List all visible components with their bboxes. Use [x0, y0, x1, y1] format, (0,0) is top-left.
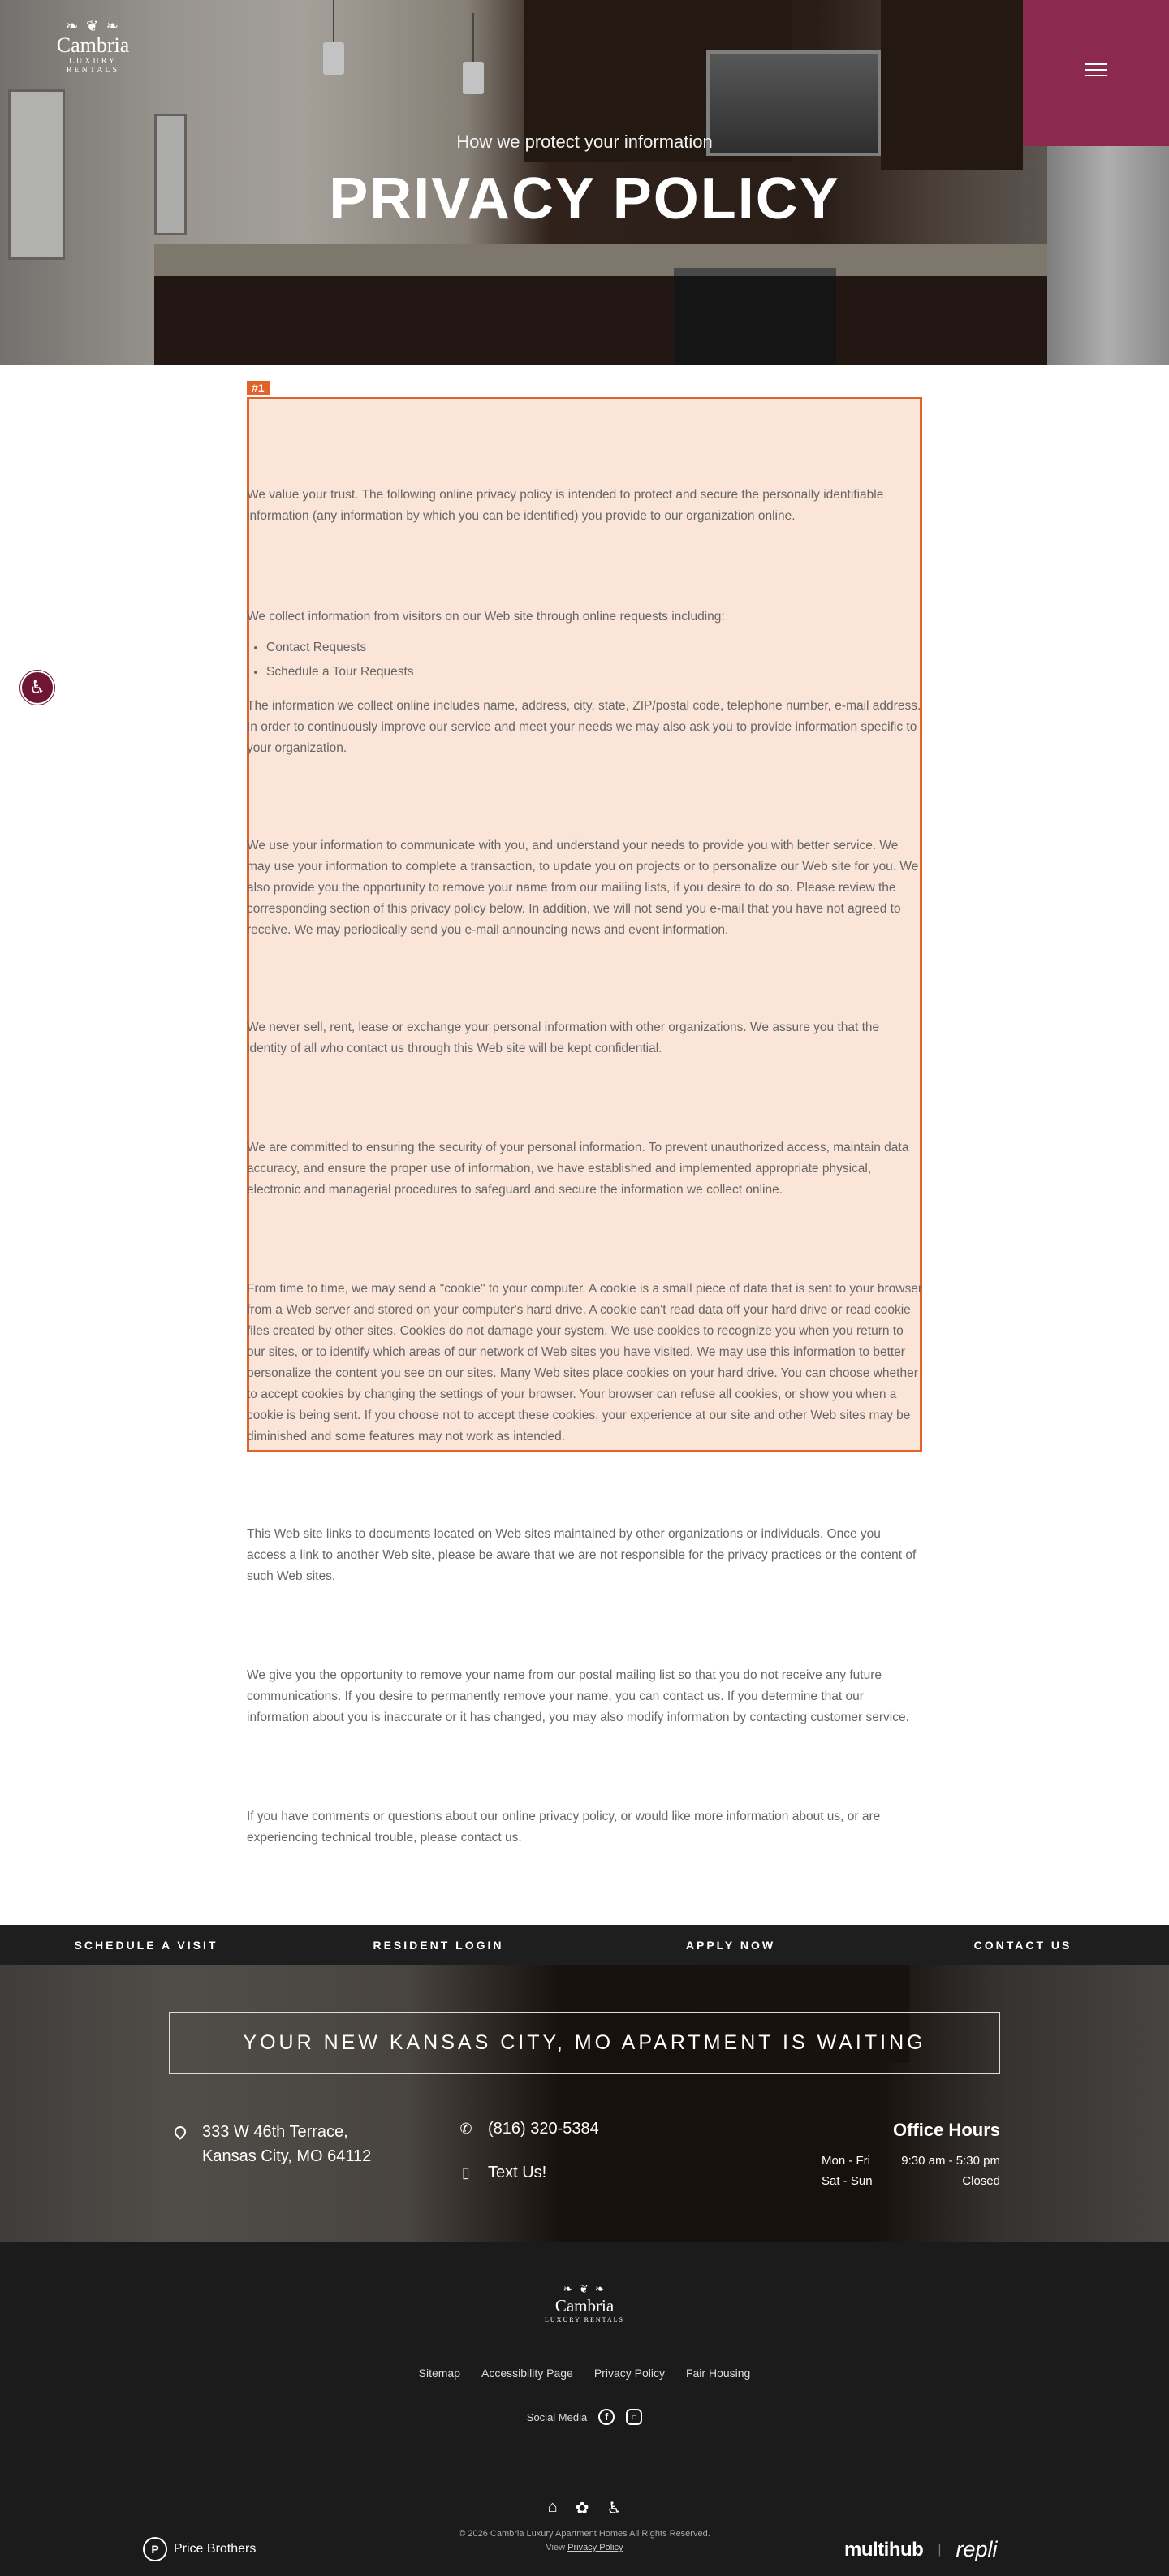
resident-login-link[interactable]: RESIDENT LOGIN	[373, 1939, 504, 1952]
social-media-label: Social Media	[526, 2410, 588, 2423]
location-banner	[169, 2012, 1000, 2074]
logo-tagline: LUXURY RENTALS	[545, 2316, 624, 2324]
copyright-text: © 2026 Cambria Luxury Apartment Homes All Rights Reserved.	[459, 2529, 710, 2539]
policy-intro: We value your trust. The following online privacy policy is intended to protect and secure the personally identifiable information (any information by which you can be identified) you provide to our organization online.	[247, 488, 884, 523]
address-line1: 333 W 46th Terrace,	[202, 2123, 348, 2141]
location-section	[0, 1965, 1169, 2242]
instagram-icon[interactable]: ○	[626, 2409, 642, 2425]
accessibility-widget-icon[interactable]: ♿	[20, 671, 54, 705]
logo-tagline: LUXURY RENTALS	[66, 57, 120, 75]
address[interactable]	[175, 2120, 371, 2168]
policy-contact: If you have comments or questions about our online privacy policy, or would like more information about us, or are experiencing technical trouble, please contact us.	[247, 1810, 881, 1845]
phone-number: (816) 320-5384	[488, 2120, 599, 2138]
footer-logo[interactable]	[544, 2282, 625, 2324]
office-hours-title: Office Hours	[892, 2120, 1000, 2140]
hours-row	[812, 2151, 1000, 2171]
policy-collect-list	[247, 637, 922, 686]
equal-housing-icon: ⌂	[547, 2498, 558, 2516]
office-hours	[812, 2120, 1000, 2191]
apply-now-link[interactable]: APPLY NOW	[685, 1939, 776, 1952]
footer-privacy-link[interactable]: Privacy Policy	[567, 2543, 623, 2552]
location-banner-text: YOUR NEW KANSAS CITY, MO APARTMENT IS WAITING	[243, 2031, 926, 2054]
page-title: PRIVACY POLICY	[329, 166, 840, 231]
logo-name: Cambria	[56, 33, 130, 57]
footer-links	[0, 2367, 1169, 2380]
map-pin-icon	[172, 2124, 188, 2140]
policy-cookies: From time to time, we may send a "cookie" to your computer. A cookie is a small piece of data that is sent to your browser from a Web server and stored on your computer's hard drive. A cookie can't read data off your hard drive or read cookie files created by other sites. Cookies do not damage your system. We use cookies to recognize you when you return to our sites, or to identify which areas of our network of Web sites you have visited. We may use this information to better personalize the content you see on our sites. Many Web sites place cookies on your hard drive. You can choose whether to accept cookies by changing the settings of your browser. Your browser can refuse all cookies, or show you when a cookie is being sent. If you choose not to accept these cookies, your experience at our site and other Web sites may be diminished and some features may not work as intended.	[247, 1282, 923, 1443]
logo-name: Cambria	[554, 2296, 615, 2315]
fair-housing-link[interactable]: Fair Housing	[685, 2367, 751, 2380]
policy-mailing: We give you the opportunity to remove your name from our postal mailing list so that you do not receive any future communications. If you desire to permanently remove your name, you can contact us. If you determine that our information about you is inaccurate or it has changed, you may also modify information by contacting customer service.	[247, 1668, 909, 1724]
policy-use: We use your information to communicate with you, and understand your needs to provide you with better service. We may use your information to complete a transaction, to update you on projects or to personalize our Web site for you. We also provide you the opportunity to remove your name from our mailing lists, if you desire to do so. Please review the corresponding section of this privacy policy below. In addition, we will not send you e-mail that you have not agreed to receive. We may periodically send you e-mail announcing news and event information.	[247, 839, 919, 937]
hero-subtitle: How we protect your information	[456, 132, 713, 152]
compliance-icons	[0, 2498, 1169, 2518]
accessibility-page-link[interactable]: Accessibility Page	[481, 2367, 573, 2380]
phone-icon: ✆	[459, 2121, 472, 2137]
vendor-logos	[844, 2537, 998, 2562]
list-item: • Contact Requests	[266, 637, 922, 658]
view-prefix: View	[546, 2543, 566, 2552]
logo-ornament: ❧ ❦ ❧	[563, 2282, 606, 2295]
hours-time: Closed	[962, 2174, 1000, 2188]
policy-security: We are committed to ensuring the security of your personal information. To prevent unauthorized access, maintain data accuracy, and ensure the proper use of information, we have established and implemented appropriate physical, electronic and managerial procedures to safeguard and secure the information we collect online.	[247, 1141, 909, 1197]
hours-row	[812, 2171, 1000, 2191]
site-footer	[0, 2242, 1169, 2576]
hamburger-menu-icon[interactable]	[1085, 63, 1107, 81]
policy-collect: We collect information from visitors on our Web site through online requests including:	[247, 610, 725, 624]
social-media	[0, 2409, 1169, 2425]
sitemap-link[interactable]: Sitemap	[418, 2367, 460, 2380]
price-brothers-name: Price Brothers	[174, 2542, 257, 2556]
price-brothers-icon: P	[143, 2537, 167, 2561]
hours-day: Sat - Sun	[822, 2174, 873, 2188]
hours-time: 9:30 am - 5:30 pm	[901, 2154, 1000, 2168]
privacy-policy-link[interactable]: Privacy Policy	[593, 2367, 665, 2380]
contact-us-link[interactable]: CONTACT US	[973, 1939, 1072, 1952]
accessibility-icon: ♿	[606, 2500, 622, 2518]
multihub-logo[interactable]: multihub	[844, 2538, 924, 2561]
policy-links: This Web site links to documents located on Web sites maintained by other organizations or individuals. Once you access a link to another Web site, please be aware that we are not responsible for the privacy practices or the content of such Web sites.	[247, 1527, 917, 1583]
policy-info-details: The information we collect online includes name, address, city, state, ZIP/postal code, telephone number, e-mail address. In order to continuously improve our service and meet your needs we may also ask you to provide information specific to your organization.	[247, 699, 921, 755]
policy-no-sell: We never sell, rent, lease or exchange your personal information with other organizations. We assure you that the identity of all who contact us through this Web site will be kept confidential.	[247, 1020, 880, 1055]
address-line2: Kansas City, MO 64112	[202, 2147, 372, 2165]
logo-ornament: ❧ ❦ ❧	[66, 18, 120, 35]
list-item: • Schedule a Tour Requests	[266, 662, 922, 683]
facebook-icon[interactable]: f	[598, 2409, 615, 2425]
repli-logo[interactable]: repli	[955, 2537, 998, 2561]
schedule-visit-link[interactable]: SCHEDULE A VISIT	[74, 1939, 218, 1952]
text-us-label: Text Us!	[488, 2164, 547, 2181]
pet-friendly-icon: ✿	[575, 2500, 589, 2518]
hero-banner	[0, 0, 1169, 365]
cta-bar	[0, 1925, 1169, 1965]
highlight-tag: #1	[247, 381, 270, 395]
phone-link[interactable]	[457, 2120, 599, 2138]
mobile-icon: ▯	[462, 2164, 470, 2181]
price-brothers-logo[interactable]	[143, 2537, 256, 2561]
policy-content	[0, 365, 1169, 1925]
site-logo[interactable]	[42, 19, 144, 88]
hours-day: Mon - Fri	[822, 2154, 870, 2168]
logo-separator: |	[938, 2542, 942, 2557]
location-overlay	[0, 1965, 1169, 2242]
text-us-link[interactable]	[457, 2164, 546, 2182]
